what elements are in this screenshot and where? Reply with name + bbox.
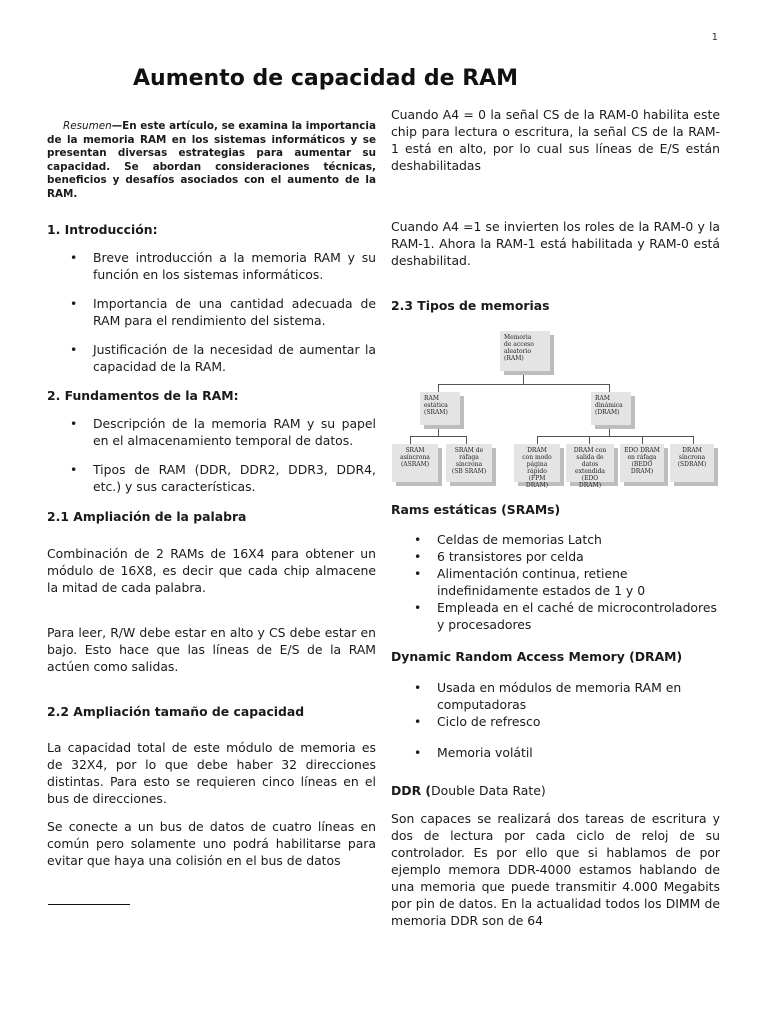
sram-heading: Rams estáticas (SRAMs) (391, 502, 561, 517)
node-edo-dram: DRAM con salida de datos extendida (EDO DRAM) (566, 444, 614, 482)
abstract-lead: Resumen (63, 120, 112, 132)
section-1-list (47, 249, 376, 375)
dram-heading: Dynamic Random Access Memory (DRAM) (391, 649, 683, 664)
section-2-heading: 2. Fundamentos de la RAM: (47, 388, 239, 403)
list-item: • Celdas de memorias Latch (391, 531, 720, 548)
paragraph: Combinación de 2 RAMs de 16X4 para obtener un módulo de 16X8, es decir que cada chip almacene la mitad de cada palabra. (47, 546, 376, 595)
paragraph: Cuando A4 =1 se invierten los roles de la RAM-0 y la RAM-1. Ahora la RAM-1 está habilitada y RAM-0 está deshabilitad. (391, 219, 720, 268)
list-item: • Breve introducción a la memoria RAM y su función en los sistemas informáticos. (47, 249, 376, 283)
footnote-rule (48, 904, 130, 905)
node-sram: RAM estática (SRAM) (420, 392, 460, 425)
abstract (47, 120, 376, 201)
list-item: • Ciclo de refresco (391, 713, 720, 730)
section-2-3-heading: 2.3 Tipos de memorias (391, 298, 550, 313)
node-asram: SRAM asíncrona (ASRAM) (392, 444, 438, 482)
page-number: 1 (711, 32, 718, 43)
paragraph: Se conecte a un bus de datos de cuatro líneas en común pero solamente uno podrá habilitarse para evitar que haya una colisión en el bus de datos (47, 819, 376, 868)
node-ram: Memoria de acceso aleatorio (RAM) (500, 331, 550, 371)
right-column (391, 106, 720, 314)
section-2-2-heading: 2.2 Ampliación tamaño de capacidad (47, 704, 305, 719)
list-item: • Empleada en el caché de microcontroladores y procesadores (391, 599, 720, 633)
paragraph: Son capaces se realizará dos tareas de escritura y dos de lectura por cada ciclo de reloj de su controlador. Es por ello que si hablamos de por ejemplo memora DDR-4000 estamos hablando de una memoria que puede transmitir 4.000 Megabits por pin de datos. En la actualidad todos los DIMM de memoria DDR son de 64 (391, 811, 720, 928)
node-sdram: DRAM síncrona (SDRAM) (670, 444, 714, 482)
right-column-lower (391, 501, 720, 929)
left-column (47, 120, 376, 869)
node-dram: RAM dinámica (DRAM) (591, 392, 631, 425)
node-sbsram: SRAM de ráfaga síncrona (SB SRAM) (446, 444, 492, 482)
list-item: • Tipos de RAM (DDR, DDR2, DDR3, DDR4, etc.) y sus características. (47, 461, 376, 495)
section-1-heading: 1. Introducción: (47, 222, 158, 237)
paragraph: Para leer, R/W debe estar en alto y CS debe estar en bajo. Esto hace que las líneas de E/S de la RAM actúen como salidas. (47, 625, 376, 674)
list-item: • Usada en módulos de memoria RAM en computadoras (391, 679, 720, 713)
abstract-text: —En este artículo, se examina la importancia de la memoria RAM en los sistemas informáticos y se presentan diversas estrategias para aumentar su capacidad. Se abordan consideraciones técnicas, beneficios y desafíos asociados con el aumento de la RAM. (47, 120, 376, 200)
list-item: • Descripción de la memoria RAM y su papel en el almacenamiento temporal de datos. (47, 415, 376, 449)
dram-list (391, 679, 720, 761)
section-2-list (47, 415, 376, 495)
node-fpm-dram: DRAM con modo página rápido (FPM DRAM) (514, 444, 560, 482)
node-bedo-dram: EDO DRAM en ráfaga (BEDO DRAM) (620, 444, 664, 482)
list-item: • 6 transistores por celda (391, 548, 720, 565)
list-item: • Memoria volátil (391, 744, 720, 761)
ddr-heading: DDR (Double Data Rate) (391, 783, 546, 798)
list-item: • Alimentación continua, retiene indefinidamente estados de 1 y 0 (391, 565, 720, 599)
paragraph: Cuando A4 = 0 la señal CS de la RAM-0 habilita este chip para lectura o escritura, la señal CS de la RAM-1 está en alto, por lo cual sus líneas de E/S están deshabilitadas (391, 107, 720, 173)
section-2-1-heading: 2.1 Ampliación de la palabra (47, 509, 247, 524)
paragraph: La capacidad total de este módulo de memoria es de 32X4, por lo que debe haber 32 direcciones distintas. Para esto se requieren cinco líneas en el bus de direcciones. (47, 740, 376, 806)
page-title: Aumento de capacidad de RAM (133, 66, 519, 91)
list-item: • Importancia de una cantidad adecuada de RAM para el rendimiento del sistema. (47, 295, 376, 329)
list-item: • Justificación de la necesidad de aumentar la capacidad de la RAM. (47, 341, 376, 375)
memory-types-diagram (392, 326, 722, 490)
sram-list (391, 531, 720, 633)
